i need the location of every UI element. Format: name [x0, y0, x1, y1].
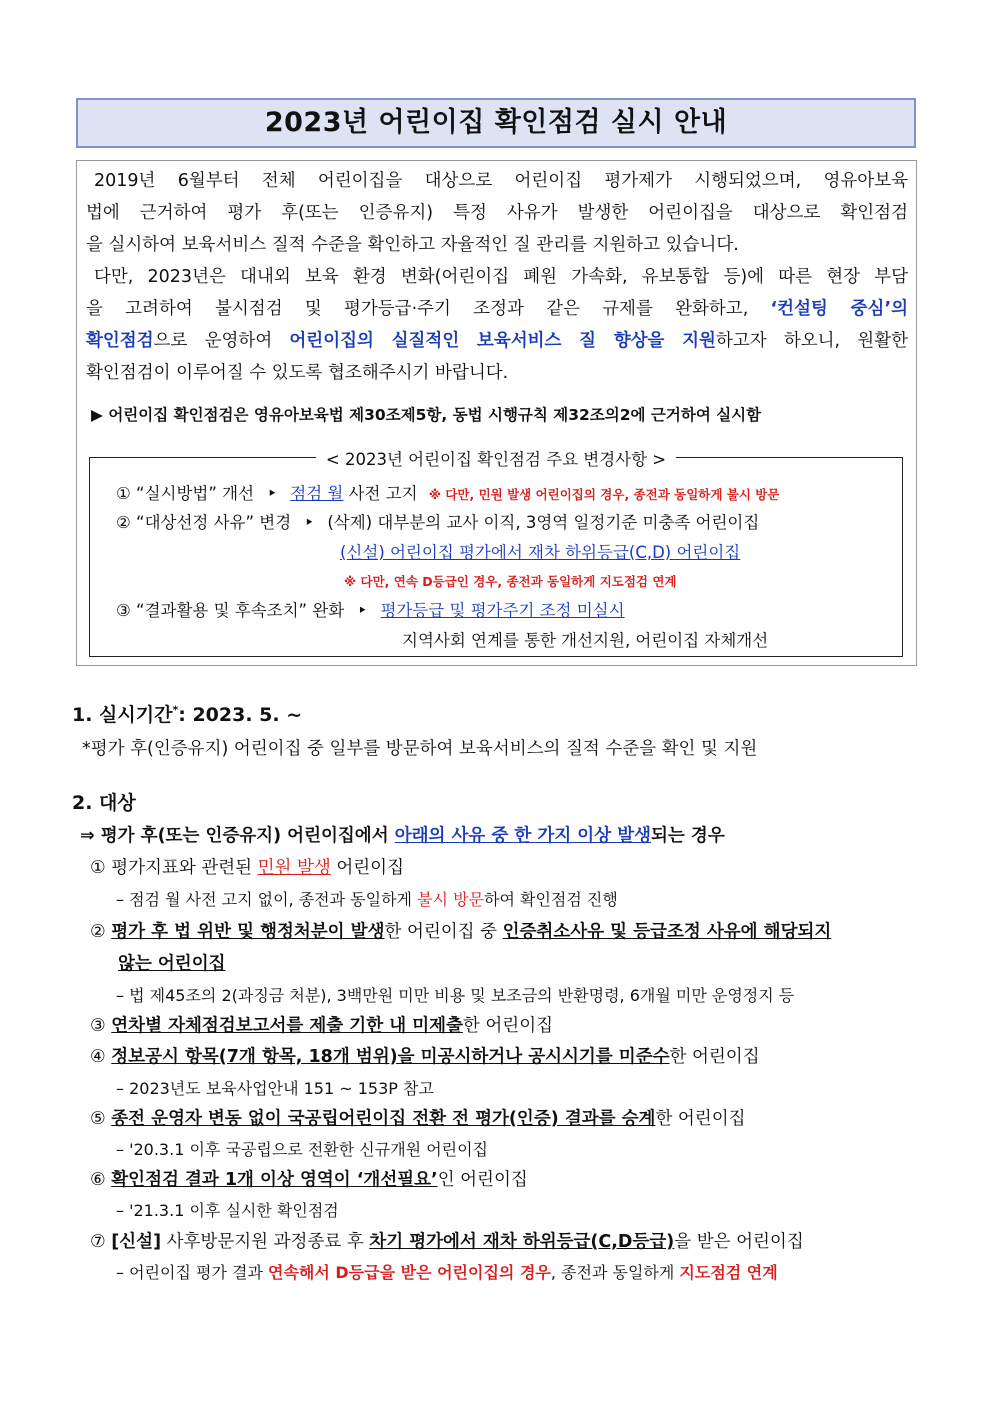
- item-4: ④ 정보공시 항목(7개 항목, 18개 범위)을 미공시하거나 공시시기를 미준수한 어린이집: [90, 1047, 760, 1067]
- highlight-consulting: ‘컨설팅 중심’의: [770, 299, 908, 319]
- item-7: ⑦ [신설] 사후방문지원 과정종료 후 차기 평가에서 재차 하위등급(C,D등급)을 받은 어린이집: [90, 1232, 804, 1252]
- item-3: ③ 연차별 자체점검보고서를 제출 기한 내 미제출한 어린이집: [90, 1016, 554, 1036]
- change-2-note: ※ 다만, 연속 D등급인 경우, 종전과 동일하게 지도점검 연계: [344, 574, 677, 589]
- item-2: ② 평가 후 법 위반 및 행정처분이 발생한 어린이집 중 인증취소사유 및 등급조정 사유에 해당되지: [90, 922, 832, 942]
- intro-line: 법에 근거하여 평가 후(또는 인증유지) 특정 사유가 발생한 어린이집을 대상으로 확인점검: [86, 203, 908, 223]
- changes-box: [89, 450, 903, 657]
- item-6-sub: – '21.3.1 이후 실시한 확인점검: [116, 1201, 339, 1220]
- item-6: ⑥ 확인점검 결과 1개 이상 영역이 ‘개선필요’인 어린이집: [90, 1170, 528, 1190]
- change-label: ② “대상선정 사유” 변경: [116, 513, 292, 532]
- intro-line: 2019년 6월부터 전체 어린이집을 대상으로 어린이집 평가제가 시행되었으며, 영유아보육: [94, 171, 908, 191]
- change-3: [116, 597, 625, 621]
- intro-paragraph-1: [86, 165, 908, 261]
- item-2-sub: – 법 제45조의 2(과징금 처분), 3백만원 미만 비용 및 보조금의 반환명령, 6개월 미만 운영정지 등: [116, 986, 795, 1005]
- section-2-lead: ⇒ 평가 후(또는 인증유지) 어린이집에서 아래의 사유 중 한 가지 이상 발생되는 경우: [80, 826, 725, 846]
- intro-text: 을 고려하여 불시점검 및 평가등급·주기 조정과 같은 규제를 완화하고,: [86, 299, 771, 319]
- change-2: [116, 509, 759, 533]
- item-5-sub: – '20.3.1 이후 국공립으로 전환한 신규개원 어린이집: [116, 1140, 489, 1159]
- change-2-new: (신설) 어린이집 평가에서 재차 하위등급(C,D) 어린이집: [340, 543, 741, 562]
- change-note: ※ 다만, 민원 발생 어린이집의 경우, 종전과 동일하게 불시 방문: [428, 487, 780, 502]
- highlight-check: 확인점검: [86, 331, 154, 351]
- legal-basis: ▶ 어린이집 확인점검은 영유아보육법 제30조제5항, 동법 시행규칙 제32조의2에 근거하여 실시함: [91, 406, 762, 424]
- item-5: ⑤ 종전 운영자 변동 없이 국공립어린이집 전환 전 평가(인증) 결과를 승계한 어린이집: [90, 1109, 746, 1129]
- intro-line: 다만, 2023년은 대내외 보육 환경 변화(어린이집 폐원 가속화, 유보통합 등)에 따른 현장 부담: [94, 267, 908, 287]
- change-value: 사전 고지: [343, 484, 418, 503]
- highlight-quality: 어린이집의 실질적인 보육서비스 질 향상을 지원: [289, 331, 716, 351]
- change-3-detail: 지역사회 연계를 통한 개선지원, 어린이집 자체개선: [402, 631, 769, 650]
- change-1: [116, 480, 779, 504]
- page-title: 2023년 어린이집 확인점검 실시 안내: [76, 98, 916, 148]
- intro-text: 하고자 하오니, 원활한: [715, 331, 909, 351]
- item-7-sub: – 어린이집 평가 결과 연속해서 D등급을 받은 어린이집의 경우, 종전과 동일하게 지도점검 연계: [116, 1263, 778, 1282]
- intro-line: 을 실시하여 보육서비스 질적 수준을 확인하고 자율적인 질 관리를 지원하고 있습니다.: [86, 235, 739, 255]
- item-1-sub: – 점검 월 사전 고지 없이, 종전과 동일하게 불시 방문하여 확인점검 진행: [116, 890, 618, 909]
- intro-line: 확인점검이 이루어질 수 있도록 협조해주시기 바랍니다.: [86, 363, 509, 383]
- change-value: (삭제) 대부분의 교사 이직, 3영역 일정기준 미충족 어린이집: [327, 513, 760, 532]
- intro-line: [86, 325, 908, 357]
- change-label: ③ “결과활용 및 후속조치” 완화: [116, 601, 345, 620]
- section-1-note: *평가 후(인증유지) 어린이집 중 일부를 방문하여 보육서비스의 질적 수준을 확인 및 지원: [82, 739, 758, 759]
- changes-heading: < 2023년 어린이집 확인점검 주요 변경사항 >: [90, 446, 902, 470]
- intro-paragraph-2: [86, 261, 908, 389]
- item-4-sub: – 2023년도 보육사업안내 151 ~ 153P 참고: [116, 1079, 434, 1098]
- item-1: ① 평가지표와 관련된 민원 발생 어린이집: [90, 858, 404, 878]
- item-2-cont: 않는 어린이집: [118, 954, 226, 974]
- arrow-icon: ‣: [357, 601, 368, 620]
- change-label: ① “실시방법” 개선: [116, 484, 255, 503]
- change-value: 평가등급 및 평가주기 조정 미실시: [380, 601, 625, 620]
- arrow-icon: ‣: [304, 513, 315, 532]
- section-1-title: 1. 실시기간*: 2023. 5. ~: [72, 703, 303, 726]
- arrow-icon: ‣: [267, 484, 277, 503]
- intro-line: [86, 293, 908, 325]
- intro-text: 으로 운영하여: [153, 331, 290, 351]
- section-2-title: 2. 대상: [72, 792, 136, 814]
- change-value: 점검 월: [290, 484, 344, 503]
- intro-box: [76, 160, 917, 666]
